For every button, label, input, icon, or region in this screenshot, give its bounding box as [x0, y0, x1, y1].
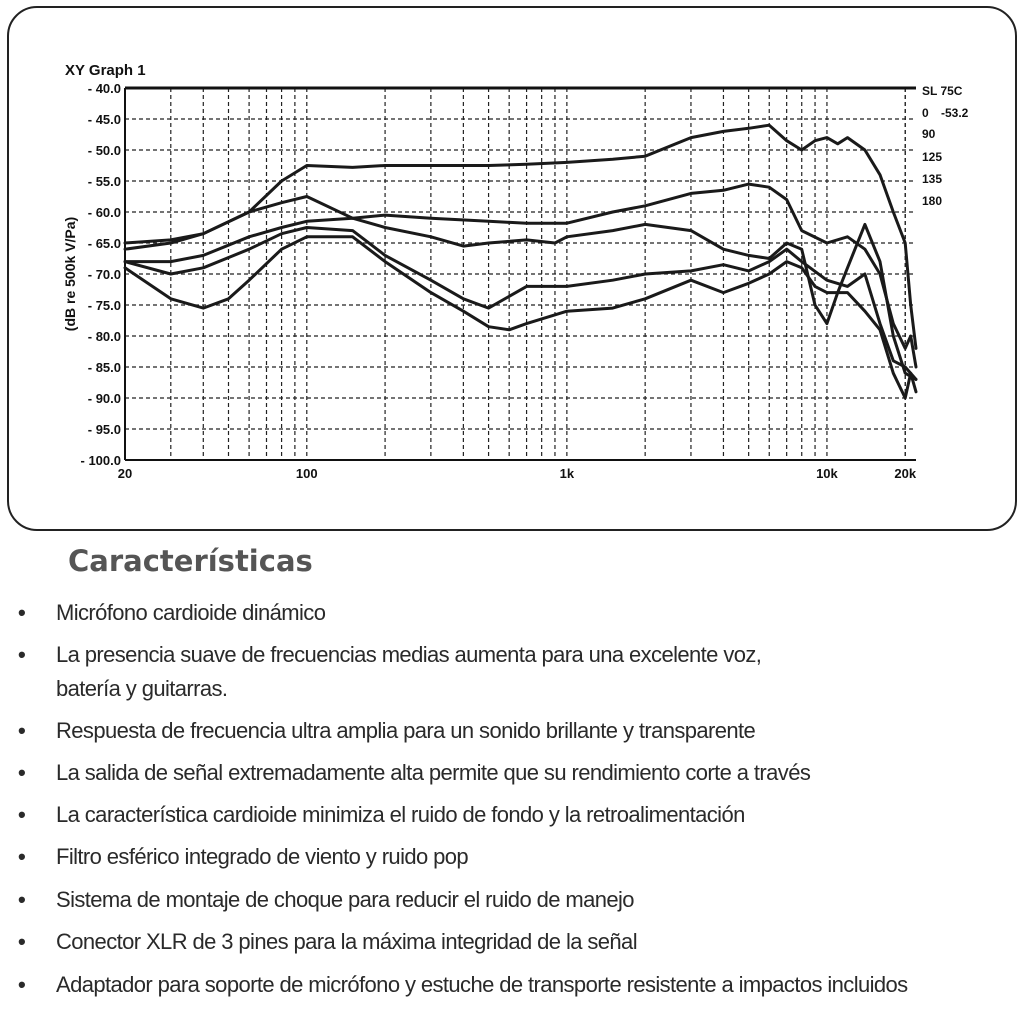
feature-item [18, 638, 761, 706]
feature-text: Sistema de montaje de choque para reducir el ruido de manejo [56, 887, 634, 912]
y-tick-label: - 80.0 [87, 329, 121, 344]
bullet-icon: • [18, 600, 26, 625]
y-tick-label: - 85.0 [87, 360, 121, 375]
series-line-5 [125, 237, 916, 398]
legend-entry: 125 [922, 150, 943, 164]
x-tick-label: 20k [894, 466, 917, 481]
legend-entry: 180 [922, 194, 943, 208]
legend-entry: 135 [922, 172, 943, 186]
frequency-response-chart [9, 8, 1017, 529]
bullet-icon: • [18, 642, 26, 667]
y-tick-label: - 40.0 [87, 81, 121, 96]
x-tick-label: 100 [295, 466, 318, 481]
bullet-icon: • [18, 844, 26, 869]
chart-title: XY Graph 1 [65, 62, 146, 79]
feature-text: Adaptador para soporte de micrófono y estuche de transporte resistente a impactos incluidos [56, 972, 908, 997]
feature-item [18, 596, 325, 630]
feature-item [18, 883, 634, 917]
y-tick-label: - 70.0 [87, 267, 121, 282]
bullet-icon: • [18, 887, 26, 912]
graph-panel [7, 6, 1017, 531]
y-axis-label: (dB re 500k V/Pa) [62, 216, 78, 332]
y-tick-label: - 100.0 [80, 453, 121, 468]
y-tick-label: - 75.0 [87, 298, 121, 313]
feature-item [18, 968, 908, 1002]
section-title: Características [68, 544, 313, 578]
legend-entry: 90 [922, 127, 936, 141]
feature-text: La salida de señal extremadamente alta permite que su rendimiento corte a través [56, 760, 811, 785]
y-tick-label: - 60.0 [87, 205, 121, 220]
x-tick-label: 20 [117, 466, 133, 481]
feature-item [18, 925, 637, 959]
feature-text: La característica cardioide minimiza el ruido de fondo y la retroalimentación [56, 802, 745, 827]
series-line-4 [125, 228, 916, 380]
y-tick-label: - 65.0 [87, 236, 121, 251]
feature-text: Respuesta de frecuencia ultra amplia para un sonido brillante y transparente [56, 718, 756, 743]
feature-text: Conector XLR de 3 pines para la máxima integridad de la señal [56, 929, 637, 954]
x-tick-label: 10k [816, 466, 838, 481]
series-line-1 [125, 125, 916, 348]
x-tick-label: 1k [559, 466, 575, 481]
legend-entry: 0 [922, 106, 929, 120]
feature-text: Micrófono cardioide dinámico [56, 600, 326, 625]
feature-text: La presencia suave de frecuencias medias aumenta para una excelente voz, [56, 642, 762, 667]
series-line-3 [125, 218, 916, 379]
legend-entry: -53.2 [941, 106, 969, 120]
bullet-icon: • [18, 972, 26, 997]
feature-text: batería y guitarras. [56, 676, 228, 701]
feature-text: Filtro esférico integrado de viento y ruido pop [56, 844, 469, 869]
y-tick-label: - 50.0 [87, 143, 121, 158]
feature-item [18, 714, 755, 748]
bullet-icon: • [18, 802, 26, 827]
feature-item [18, 798, 745, 832]
y-tick-label: - 45.0 [87, 112, 121, 127]
y-tick-label: - 55.0 [87, 174, 121, 189]
bullet-icon: • [18, 760, 26, 785]
feature-item [18, 840, 468, 874]
feature-item [18, 756, 810, 790]
bullet-icon: • [18, 718, 26, 743]
legend-entry: SL 75C [922, 84, 963, 98]
y-tick-label: - 95.0 [87, 422, 121, 437]
bullet-icon: • [18, 929, 26, 954]
y-tick-label: - 90.0 [87, 391, 121, 406]
